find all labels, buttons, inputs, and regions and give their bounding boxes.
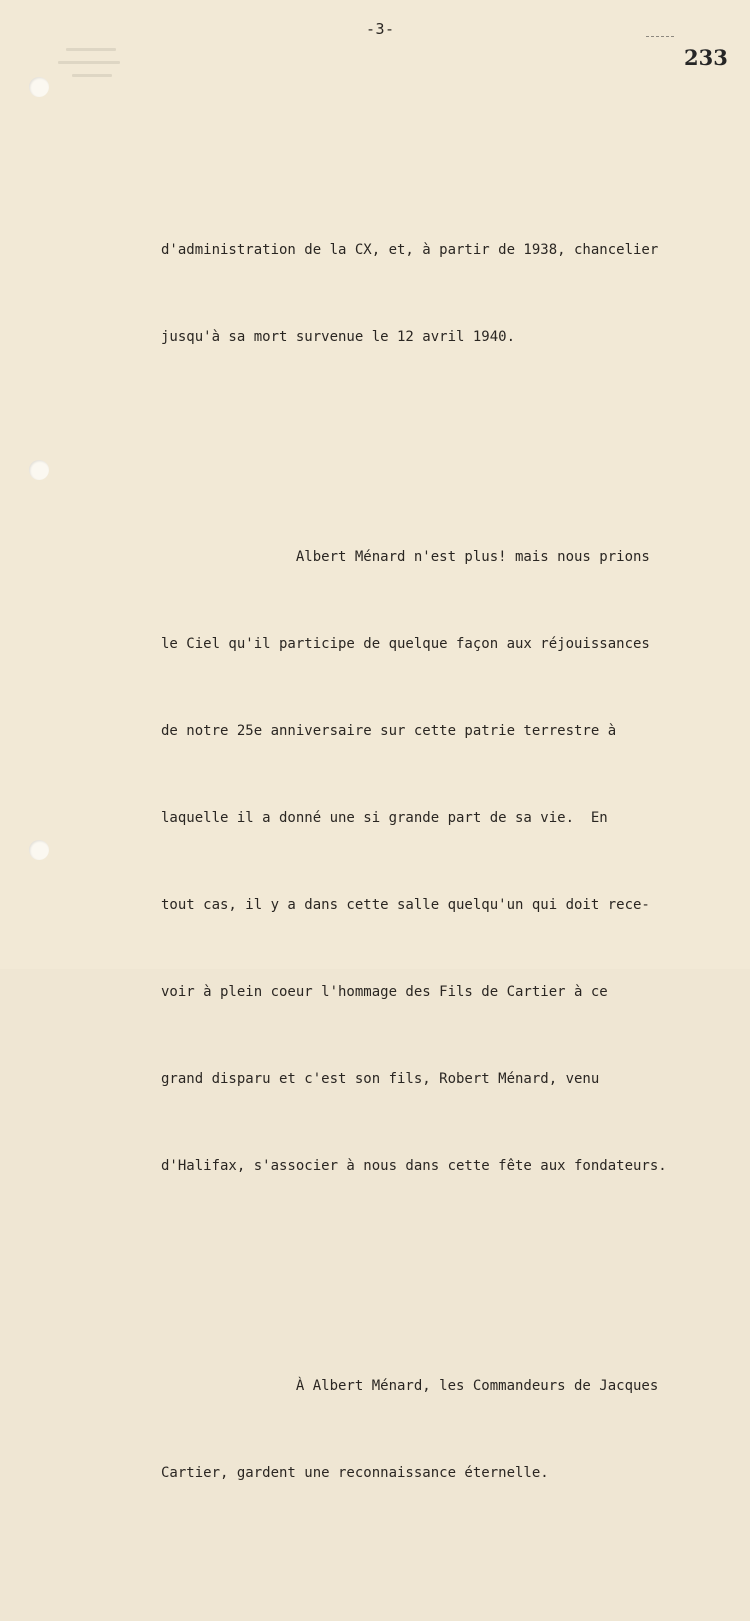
text-line: d'administration de la CX, et, à partir de 1938, chancelier <box>161 242 659 258</box>
text-line: Albert Ménard n'est plus! mais nous prions <box>161 549 650 565</box>
body-text <box>161 120 721 1621</box>
text-line: À Albert Ménard, les Commandeurs de Jacques <box>161 1378 659 1394</box>
page-number: -3- <box>366 20 395 38</box>
pencil-dash-mark <box>646 36 674 37</box>
text-line: grand disparu et c'est son fils, Robert Ménard, venu <box>161 1071 600 1087</box>
text-line: le Ciel qu'il participe de quelque façon aux réjouissances <box>161 636 650 652</box>
paragraph <box>161 1314 721 1546</box>
paragraph <box>161 485 721 1239</box>
punch-hole-bottom <box>29 840 49 860</box>
text-line: voir à plein coeur l'hommage des Fils de Cartier à ce <box>161 984 608 1000</box>
paragraph <box>161 178 721 410</box>
text-line: Cartier, gardent une reconnaissance éternelle. <box>161 1465 549 1481</box>
text-line: d'Halifax, s'associer à nous dans cette fête aux fondateurs. <box>161 1158 667 1174</box>
text-line: de notre 25e anniversaire sur cette patrie terrestre à <box>161 723 617 739</box>
text-line: laquelle il a donné une si grande part de sa vie. En <box>161 810 608 826</box>
text-line: tout cas, il y a dans cette salle quelqu'un qui doit rece- <box>161 897 650 913</box>
faint-letterhead-bleedthrough <box>58 48 128 88</box>
punch-hole-top <box>29 77 49 97</box>
punch-hole-middle <box>29 460 49 480</box>
text-line: jusqu'à sa mort survenue le 12 avril 1940. <box>161 329 516 345</box>
stamped-folio-number: 233 <box>684 45 728 70</box>
